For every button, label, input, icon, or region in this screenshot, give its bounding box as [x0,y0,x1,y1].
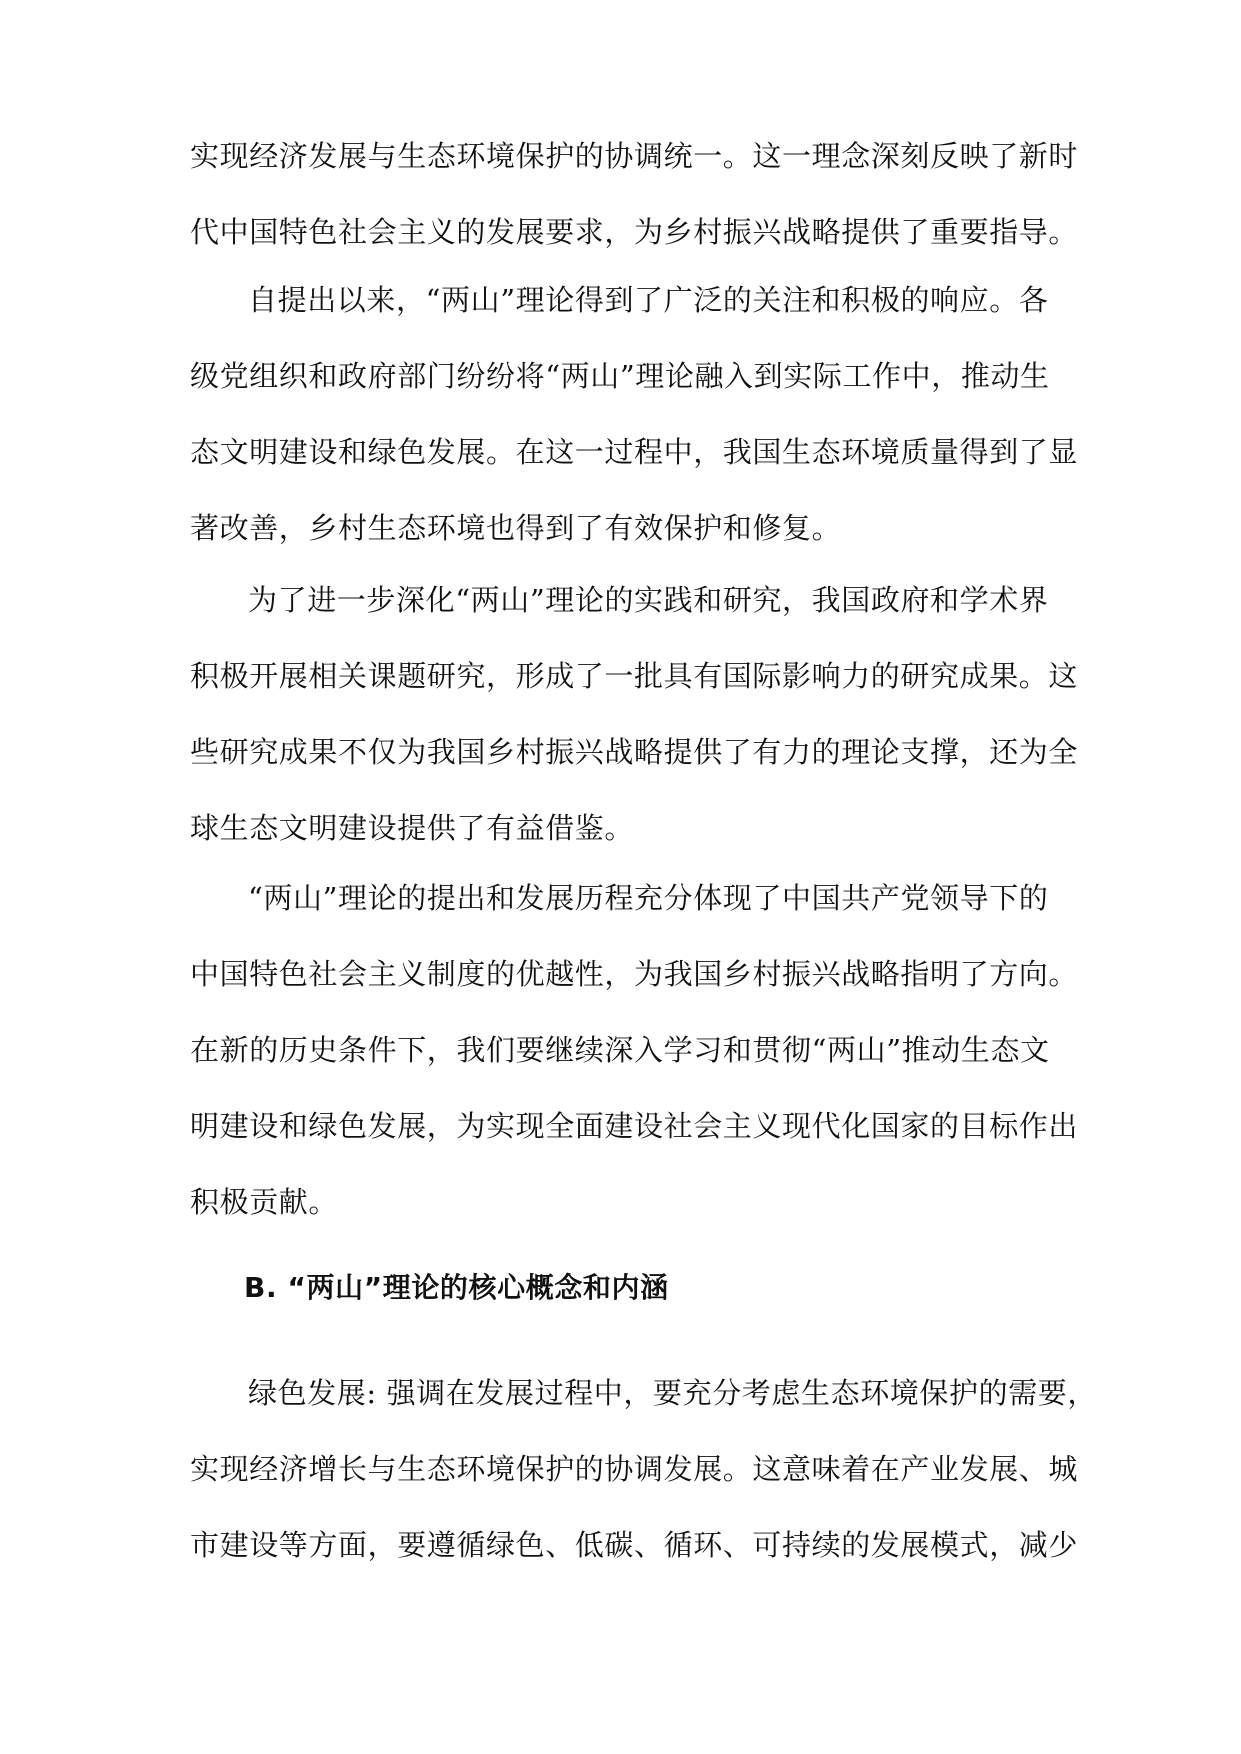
text-line: 中国特色社会主义制度的优越性，为我国乡村振兴战略指明了方向。 [190,957,1079,991]
section-heading [190,1250,1062,1326]
text-line: 著改善，乡村生态环境也得到了有效保护和修复。 [190,511,842,545]
text-line: 积极开展相关课题研究，形成了一批具有国际影响力的研究成果。这 [190,659,1079,693]
text-line: 态文明建设和绿色发展。在这一过程中，我国生态环境质量得到了显 [190,435,1079,469]
text-line: 积极贡献。 [190,1185,339,1219]
text-line: 些研究成果不仅为我国乡村振兴战略提供了有力的理论支撑，还为全 [190,735,1079,769]
text-line: 市建设等方面，要遵循绿色、低碳、循环、可持续的发展模式，减少 [190,1528,1079,1562]
text-line: 为了进一步深化“两山”理论的实践和研究，我国政府和学术界 [248,583,1049,617]
text-line: 球生态文明建设提供了有益借鉴。 [190,811,635,845]
paragraph-2 [190,262,1079,566]
text-line: 实现经济增长与生态环境保护的协调发展。这意味着在产业发展、城 [190,1452,1079,1486]
section-heading-text: B. “两山”理论的核心概念和内涵 [244,1271,669,1304]
paragraph-5 [190,1355,1097,1583]
paragraph-4 [190,860,1079,1240]
paragraph-1 [190,118,1079,270]
text-line: 代中国特色社会主义的发展要求，为乡村振兴战略提供了重要指导。 [190,215,1079,249]
text-line: “两山”理论的提出和发展历程充分体现了中国共产党领导下的 [248,881,1049,915]
text-line: 实现经济发展与生态环境保护的协调统一。这一理念深刻反映了新时 [190,139,1079,173]
text-line: 绿色发展: 强调在发展过程中，要充分考虑生态环境保护的需要， [248,1376,1097,1410]
text-line: 在新的历史条件下，我们要继续深入学习和贯彻“两山”推动生态文 [190,1033,1050,1067]
text-line: 明建设和绿色发展，为实现全面建设社会主义现代化国家的目标作出 [190,1109,1079,1143]
paragraph-3 [190,562,1079,866]
text-line: 自提出以来，“两山”理论得到了广泛的关注和积极的响应。各 [248,283,1049,317]
text-line: 级党组织和政府部门纷纷将“两山”理论融入到实际工作中，推动生 [190,359,1050,393]
